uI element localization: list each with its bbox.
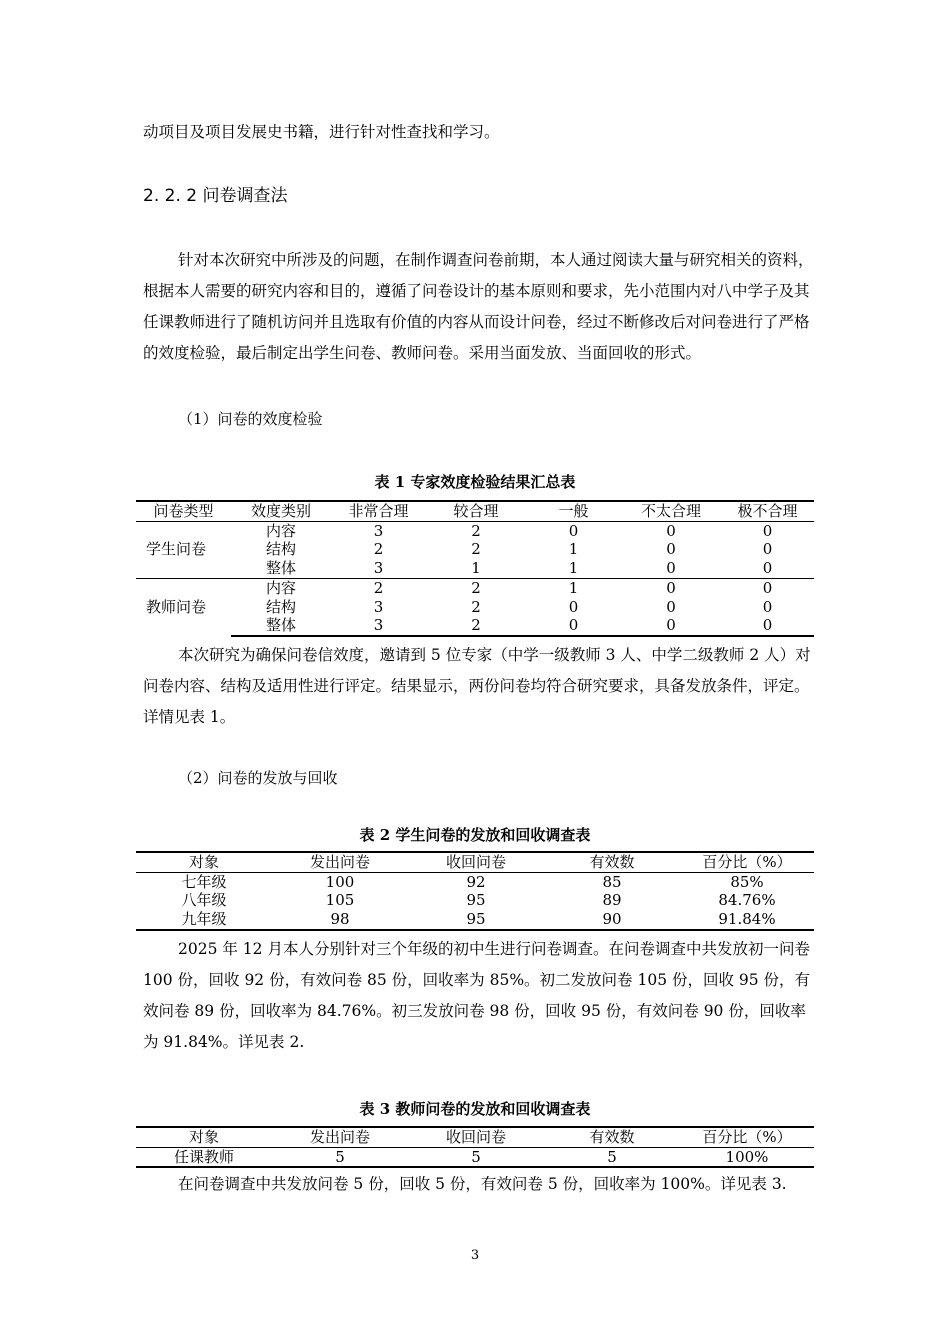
- table-cell: 1: [471, 559, 481, 578]
- page-number: 3: [470, 1248, 480, 1263]
- table1-type-cell: 教师问卷: [136, 578, 231, 636]
- paragraph-continuation: 动项目及项目发展史书籍，进行针对性查找和学习。: [143, 123, 500, 141]
- table2: [136, 851, 814, 931]
- table-cell: 92: [466, 872, 486, 891]
- table-cell: 5: [272, 1147, 408, 1167]
- table-cell: 0: [568, 521, 579, 540]
- table-row: [136, 598, 814, 617]
- table-cell: 85%: [730, 872, 764, 891]
- table3-header: 发出问卷: [272, 1127, 408, 1147]
- table-cell: 整体: [231, 616, 331, 636]
- table-cell: 3: [373, 559, 384, 578]
- table-cell: 任课教师: [136, 1147, 272, 1167]
- table-cell: 5: [408, 1147, 544, 1167]
- table1-header: 较合理: [426, 501, 526, 521]
- table-cell: 2: [471, 540, 481, 559]
- table-cell: 3: [373, 597, 384, 616]
- table3-caption: 表 3 教师问卷的发放和回收调查表: [359, 1100, 591, 1118]
- table-row: [136, 1147, 814, 1167]
- table-cell: 2: [471, 521, 481, 540]
- table3-header: 有效数: [544, 1127, 680, 1147]
- table1-header-row: [136, 501, 814, 521]
- table-cell: 0: [621, 578, 721, 597]
- table-cell: 91.84%: [680, 910, 814, 930]
- table2-header: 收回问卷: [408, 852, 544, 872]
- table1-header: 不太合理: [621, 501, 721, 521]
- table1-header: 极不合理: [721, 501, 814, 521]
- subsection-validity: （1）问卷的效度检验: [178, 410, 323, 428]
- table-cell: 95: [408, 910, 544, 930]
- table2-caption: 表 2 学生问卷的发放和回收调查表: [359, 826, 591, 844]
- table1-type-cell: 学生问卷: [146, 540, 207, 559]
- table-cell: 5: [544, 1147, 680, 1167]
- table-cell: 95: [466, 891, 486, 910]
- table-row: [136, 872, 814, 891]
- table-cell: 0: [621, 616, 721, 636]
- table-cell: 0: [666, 540, 676, 559]
- table-cell: 整体: [265, 559, 296, 578]
- table1: [136, 500, 814, 637]
- table2-header: 对象: [136, 852, 272, 872]
- table3: [136, 1126, 814, 1168]
- table-cell: 2: [471, 597, 481, 616]
- table-cell: 2: [426, 578, 526, 597]
- table1-caption: 表 1 专家效度检验结果汇总表: [374, 473, 576, 491]
- table-row: [136, 521, 814, 540]
- table-cell: 1: [526, 578, 621, 597]
- table-row: [136, 616, 814, 636]
- table-cell: 内容: [231, 578, 331, 597]
- table-cell: 0: [721, 616, 814, 636]
- table3-header: 百分比（%）: [680, 1127, 814, 1147]
- table2-header-row: [136, 852, 814, 872]
- paragraph-table1-notes: 本次研究为确保问卷信效度，邀请到 5 位专家（中学一级教师 3 人、中学二级教师 2 人）对问卷内容、结构及适用性进行评定。结果显示，两份问卷均符合研究要求，具备发放条件，评定。详情见表 1。: [143, 646, 811, 726]
- table3-header-row: [136, 1127, 814, 1147]
- table-cell: 2: [373, 540, 384, 559]
- table-cell: 0: [762, 597, 773, 616]
- table-row: [136, 559, 814, 578]
- table-cell: 100%: [680, 1147, 814, 1167]
- table-cell: 85: [602, 872, 622, 891]
- table3-header: 对象: [136, 1127, 272, 1147]
- section-heading: 2. 2. 2 问卷调查法: [143, 186, 288, 206]
- table-cell: 90: [544, 910, 680, 930]
- table-cell: 0: [762, 540, 773, 559]
- table-cell: 2: [331, 578, 426, 597]
- table-cell: 九年级: [136, 910, 272, 930]
- paragraph-method: 针对本次研究中所涉及的问题，在制作调查问卷前期，本人通过阅读大量与研究相关的资料，根据本人需要的研究内容和目的，遵循了问卷设计的基本原则和要求，先小范围内对八中学子及其任课教师进行了随机访问并且选取有价值的内容从而设计问卷，经过不断修改后对问卷进行了严格的效度检验，最后制定出学生问卷、教师问卷。采用当面发放、当面回收的形式。: [143, 251, 814, 362]
- table-cell: 0: [666, 597, 676, 616]
- paragraph-table2-notes: 2025 年 12 月本人分别针对三个年级的初中生进行问卷调查。在问卷调查中共发放初一问卷 100 份，回收 92 份，有效问卷 85 份，回收率为 85%。初二发放问卷 105 份，回收 95 份，有效问卷 89 份，回收率为 84.76%。初三发放问卷 98 份，回收 95 份，有效问卷 90 份，回收率为 91.84%。详见表 2.: [143, 940, 811, 1051]
- table-cell: 0: [762, 521, 773, 540]
- table-cell: 0: [721, 578, 814, 597]
- paragraph-table3-notes: 在问卷调查中共发放问卷 5 份，回收 5 份，有效问卷 5 份，回收率为 100%。详见表 3.: [178, 1175, 787, 1193]
- table1-header: 问卷类型: [136, 501, 231, 521]
- table-cell: 0: [666, 521, 676, 540]
- table-cell: 七年级: [181, 872, 227, 891]
- table-cell: 0: [762, 559, 773, 578]
- table-cell: 0: [568, 597, 579, 616]
- table-row: [136, 578, 814, 597]
- table-cell: 105: [325, 891, 355, 910]
- table-row: [136, 891, 814, 910]
- table-cell: 0: [526, 616, 621, 636]
- table-cell: 100: [325, 872, 355, 891]
- table2-header: 发出问卷: [272, 852, 408, 872]
- table-cell: 2: [426, 616, 526, 636]
- table-row: [136, 910, 814, 930]
- table-cell: 八年级: [181, 891, 227, 910]
- table3-header: 收回问卷: [408, 1127, 544, 1147]
- table-cell: 结构: [265, 540, 296, 559]
- table-cell: 89: [602, 891, 622, 910]
- table-row: [136, 540, 814, 559]
- table2-header: 百分比（%）: [680, 852, 814, 872]
- table-cell: 98: [272, 910, 408, 930]
- table-cell: 1: [568, 540, 579, 559]
- table2-header: 有效数: [544, 852, 680, 872]
- table-cell: 内容: [265, 521, 296, 540]
- table-cell: 1: [568, 559, 579, 578]
- table1-header: 一般: [526, 501, 621, 521]
- table1-header: 效度类别: [231, 501, 331, 521]
- table-cell: 3: [331, 616, 426, 636]
- table1-header: 非常合理: [331, 501, 426, 521]
- table-cell: 84.76%: [718, 891, 776, 910]
- table-cell: 0: [666, 559, 676, 578]
- table-cell: 结构: [265, 597, 296, 616]
- subsection-distribution: （2）问卷的发放与回收: [178, 769, 338, 787]
- table-cell: 3: [373, 521, 384, 540]
